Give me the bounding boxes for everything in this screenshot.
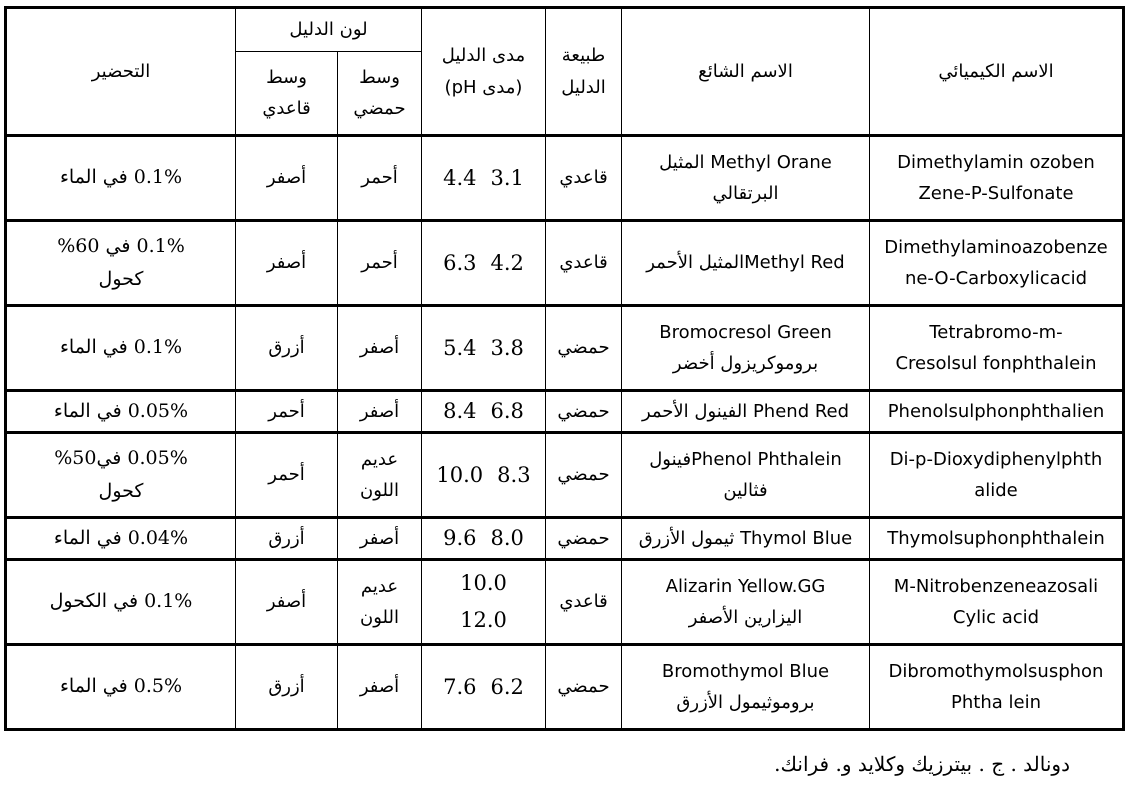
- common-name-cell: [622, 391, 870, 433]
- chemical-name-line: Thymolsuphonphthalein: [887, 527, 1105, 549]
- table-row: [6, 306, 1124, 391]
- acid-color-cell: أصفر: [338, 306, 422, 391]
- nature-cell: قاعدي: [546, 221, 622, 306]
- preparation-cell: [6, 645, 236, 730]
- acid-color-line: اللون: [360, 607, 399, 628]
- chemical-name-line: Cylic acid: [952, 607, 1040, 628]
- header-basic: [236, 52, 338, 136]
- common-name-line: Thymol Blue ثيمول الأزرق: [638, 527, 853, 549]
- source-citation: دونالد . ج . بيترزيك وكلايد و. فرانك.: [774, 752, 1070, 776]
- range-low: 3.8: [490, 335, 524, 360]
- table-row: [6, 560, 1124, 645]
- chemical-name-line: Cresolsul fonphthalein: [895, 353, 1097, 374]
- header-acidic: [338, 52, 422, 136]
- header-acidic-line2: حمضي: [353, 98, 406, 119]
- chemical-name-cell: [870, 391, 1124, 433]
- range-low: 8.3: [497, 462, 531, 487]
- base-color-cell: أزرق: [236, 645, 338, 730]
- range-cell: [422, 433, 546, 518]
- chemical-name-line: ne-O-Carboxylicacid: [904, 268, 1088, 289]
- chemical-name-line: M-Nitrobenzeneazosali: [893, 575, 1099, 597]
- chemical-name-cell: [870, 560, 1124, 645]
- chemical-name-line: Zene-P-Sulfonate: [918, 183, 1074, 204]
- chemical-name-line: alide: [974, 480, 1018, 501]
- range-cell: [422, 645, 546, 730]
- acid-color-cell: أحمر: [338, 136, 422, 221]
- preparation-line: 0.5% في الماء: [59, 675, 183, 698]
- common-name-cell: [622, 645, 870, 730]
- range-cell: [422, 518, 546, 560]
- acid-color-line: عديم: [360, 448, 399, 470]
- range-low: 8.0: [490, 526, 524, 551]
- base-color-cell: أحمر: [236, 391, 338, 433]
- chemical-name-cell: [870, 645, 1124, 730]
- table-row: [6, 221, 1124, 306]
- common-name-line: Phend Red الفينول الأحمر: [641, 400, 850, 422]
- common-name-line: اليزارين الأصفر: [688, 607, 803, 628]
- preparation-line: 0.1% في الكحول: [49, 590, 193, 613]
- preparation-cell: [6, 136, 236, 221]
- base-color-cell: أزرق: [236, 306, 338, 391]
- range-low: 3.1: [490, 165, 524, 190]
- header-nature-line2: الدليل: [561, 76, 606, 98]
- header-range-line1: مدى الدليل: [441, 45, 526, 66]
- common-name-line: Bromocresol Green: [659, 321, 832, 343]
- base-color-cell: أصفر: [236, 560, 338, 645]
- header-common-name: الاسم الشائع: [622, 8, 870, 136]
- header-range: [422, 8, 546, 136]
- common-name-line: Phenol Phthaleinفينول: [649, 448, 842, 470]
- range-cell: [422, 221, 546, 306]
- common-name-cell: [622, 433, 870, 518]
- header-acidic-line1: وسط: [359, 66, 400, 88]
- preparation-cell: [6, 518, 236, 560]
- preparation-line: كحول: [98, 480, 144, 502]
- chemical-name-cell: [870, 433, 1124, 518]
- chemical-name-line: Di-p-Dioxydiphenylphth: [889, 448, 1103, 470]
- range-line: 12.0: [460, 608, 507, 632]
- range-high: 10.0: [436, 462, 484, 487]
- acid-color-cell: [338, 560, 422, 645]
- range-low: 4.2: [490, 250, 524, 275]
- range-low: 6.2: [490, 674, 524, 699]
- preparation-cell: [6, 221, 236, 306]
- common-name-cell: [622, 560, 870, 645]
- common-name-line: Alizarin Yellow.GG: [665, 575, 826, 597]
- preparation-cell: [6, 391, 236, 433]
- preparation-line: 0.04% في الماء: [53, 526, 189, 549]
- common-name-line: Methyl Orane المثيل: [659, 151, 832, 173]
- range-cell: [422, 306, 546, 391]
- preparation-cell: [6, 306, 236, 391]
- chemical-name-line: Dibromothymolsusphon: [888, 660, 1104, 682]
- preparation-line: كحول: [98, 268, 144, 290]
- nature-cell: حمضي: [546, 433, 622, 518]
- table-row: [6, 391, 1124, 433]
- chemical-name-line: Dimethylamin ozoben: [897, 151, 1095, 173]
- nature-cell: قاعدي: [546, 560, 622, 645]
- acid-color-line: عديم: [360, 575, 399, 597]
- chemical-name-line: Phtha lein: [951, 692, 1041, 713]
- header-basic-line1: وسط: [266, 66, 307, 88]
- range-low: 6.8: [490, 399, 524, 424]
- nature-cell: حمضي: [546, 518, 622, 560]
- preparation-line: 0.05% في الماء: [53, 399, 189, 422]
- preparation-line: 0.1% في الماء: [59, 166, 183, 189]
- preparation-line: 0.1% في 60%: [57, 234, 185, 257]
- header-range-line2: (مدى pH): [444, 76, 523, 98]
- preparation-line: 0.05% في50%: [54, 446, 188, 469]
- common-name-line: Bromothymol Blue: [661, 660, 830, 682]
- range-cell: [422, 560, 546, 645]
- preparation-line: 0.1% في الماء: [59, 336, 183, 359]
- common-name-line: بروموثيمول الأزرق: [676, 692, 815, 713]
- header-nature-line1: طبيعة: [561, 45, 606, 66]
- range-high: 4.4: [443, 165, 477, 190]
- header-indicator-nature: [546, 8, 622, 136]
- common-name-cell: [622, 221, 870, 306]
- common-name-line: بروموكريزول أخضر: [672, 353, 819, 374]
- chemical-name-line: Tetrabromo-m-: [929, 321, 1063, 343]
- preparation-cell: [6, 433, 236, 518]
- base-color-cell: أزرق: [236, 518, 338, 560]
- acid-color-line: اللون: [360, 480, 399, 501]
- chemical-name-line: Phenolsulphonphthalien: [887, 400, 1105, 422]
- nature-cell: حمضي: [546, 391, 622, 433]
- table-row: [6, 645, 1124, 730]
- acid-color-cell: أحمر: [338, 221, 422, 306]
- nature-cell: قاعدي: [546, 136, 622, 221]
- base-color-cell: أصفر: [236, 221, 338, 306]
- preparation-cell: [6, 560, 236, 645]
- chemical-name-cell: [870, 306, 1124, 391]
- nature-cell: حمضي: [546, 645, 622, 730]
- range-cell: [422, 391, 546, 433]
- common-name-line: Methyl Redالمثيل الأحمر: [646, 252, 845, 274]
- range-high: 7.6: [443, 674, 477, 699]
- acid-color-cell: أصفر: [338, 518, 422, 560]
- indicators-table: [4, 6, 1125, 731]
- range-high: 6.3: [443, 250, 477, 275]
- common-name-line: البرتقالي: [712, 183, 779, 204]
- range-line: 10.0: [460, 571, 507, 596]
- range-high: 8.4: [443, 399, 477, 424]
- chemical-name-cell: [870, 136, 1124, 221]
- common-name-cell: [622, 518, 870, 560]
- common-name-cell: [622, 136, 870, 221]
- acid-color-cell: أصفر: [338, 645, 422, 730]
- table-row: [6, 433, 1124, 518]
- header-basic-line2: قاعدي: [262, 98, 311, 119]
- acid-color-cell: أصفر: [338, 391, 422, 433]
- range-cell: [422, 136, 546, 221]
- table-row: [6, 518, 1124, 560]
- header-preparation: التحضير: [6, 8, 236, 136]
- chemical-name-cell: [870, 518, 1124, 560]
- range-high: 9.6: [443, 526, 477, 551]
- chemical-name-cell: [870, 221, 1124, 306]
- chemical-name-line: Dimethylaminoazobenze: [884, 236, 1108, 258]
- base-color-cell: أحمر: [236, 433, 338, 518]
- nature-cell: حمضي: [546, 306, 622, 391]
- common-name-cell: [622, 306, 870, 391]
- header-color-group: لون الدليل: [236, 8, 422, 52]
- header-chemical-name: الاسم الكيميائي: [870, 8, 1124, 136]
- base-color-cell: أصفر: [236, 136, 338, 221]
- acid-color-cell: [338, 433, 422, 518]
- common-name-line: فثالين: [723, 480, 768, 501]
- table-row: [6, 136, 1124, 221]
- range-high: 5.4: [443, 335, 477, 360]
